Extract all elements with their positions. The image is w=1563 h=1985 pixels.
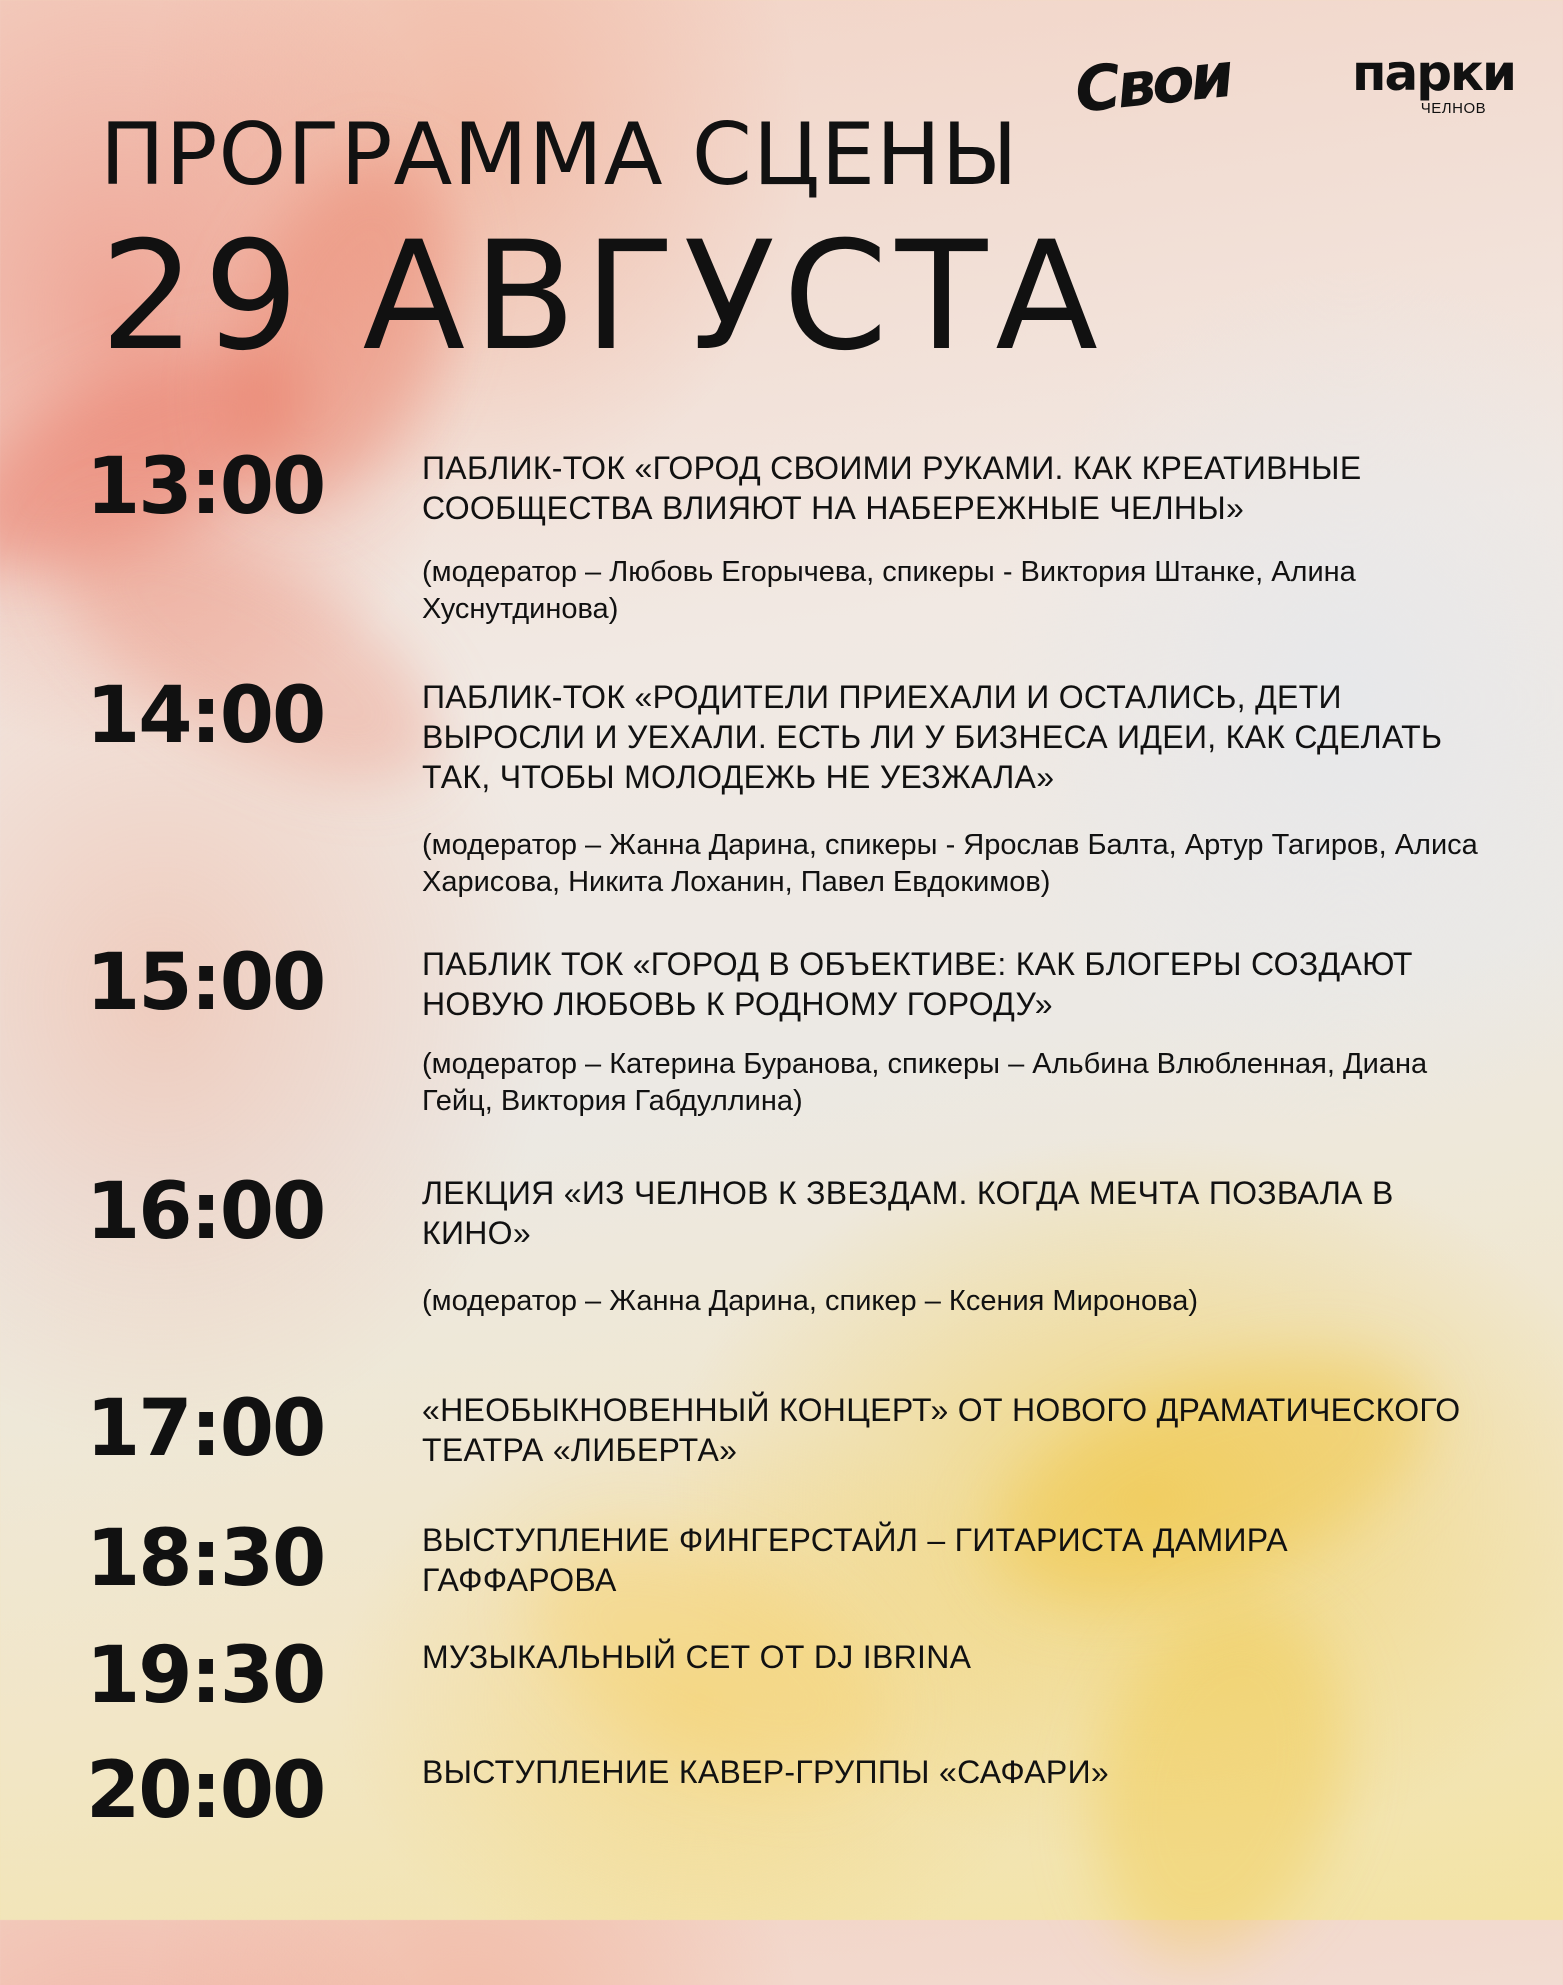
event-title: ПАБЛИК-ТОК «ГОРОД СВОИМИ РУКАМИ. КАК КРЕАТИВНЫЕ СООБЩЕСТВА ВЛИЯЮТ НА НАБЕРЕЖНЫЕ ЧЕЛНЫ» [422, 450, 1362, 526]
page-date: 29 АВГУСТА [100, 210, 1106, 384]
event-title: ПАБЛИК-ТОК «РОДИТЕЛИ ПРИЕХАЛИ И ОСТАЛИСЬ, ДЕТИ ВЫРОСЛИ И УЕХАЛИ. ЕСТЬ ЛИ У БИЗНЕСА ИДЕИ, КАК СДЕЛАТЬ ТАК, ЧТОБЫ МОЛОДЕЖЬ НЕ УЕЗЖАЛА» [422, 679, 1443, 795]
event-description [422, 1390, 1482, 1470]
event-time: 16:00 [86, 1167, 325, 1257]
event-title: ЛЕКЦИЯ «ИЗ ЧЕЛНОВ К ЗВЕЗДАМ. КОГДА МЕЧТА ПОЗВАЛА В КИНО» [422, 1175, 1394, 1251]
event-title: ПАБЛИК ТОК «ГОРОД В ОБЪЕКТИВЕ: КАК БЛОГЕРЫ СОЗДАЮТ НОВУЮ ЛЮБОВЬ К РОДНОМУ ГОРОДУ» [422, 946, 1413, 1022]
event-title: «НЕОБЫКНОВЕННЫЙ КОНЦЕРТ» ОТ НОВОГО ДРАМАТИЧЕСКОГО ТЕАТРА «ЛИБЕРТА» [422, 1392, 1461, 1468]
event-time: 18:30 [86, 1514, 325, 1604]
event-participants: (модератор – Жанна Дарина, спикер – Ксения Миронова) [422, 1285, 1199, 1317]
parki-logo-text: парки [1351, 44, 1515, 102]
page-title: ПРОГРАММА СЦЕНЫ [100, 105, 1019, 205]
event-title: МУЗЫКАЛЬНЫЙ СЕТ ОТ DJ IBRINA [422, 1639, 972, 1675]
event-description [422, 448, 1482, 628]
event-title: ВЫСТУПЛЕНИЕ ФИНГЕРСТАЙЛ – ГИТАРИСТА ДАМИРА ГАФФАРОВА [422, 1522, 1288, 1598]
event-description [422, 1520, 1482, 1600]
svoi-logo: Свои [1071, 38, 1234, 127]
event-time: 13:00 [86, 442, 325, 532]
event-time: 19:30 [86, 1631, 325, 1721]
background-petal [960, 1307, 1461, 1652]
event-time: 15:00 [86, 938, 325, 1028]
event-time: 14:00 [86, 671, 325, 761]
event-description [422, 1752, 1482, 1792]
parki-chelnov-logo [1351, 44, 1515, 117]
event-description [422, 944, 1482, 1120]
event-time: 17:00 [86, 1384, 325, 1474]
event-title: ВЫСТУПЛЕНИЕ КАВЕР-ГРУППЫ «САФАРИ» [422, 1754, 1109, 1790]
event-description [422, 1173, 1482, 1320]
event-participants: (модератор – Любовь Егорычева, спикеры - Виктория Штанке, Алина Хуснутдинова) [422, 556, 1356, 625]
event-participants: (модератор – Жанна Дарина, спикеры - Ярослав Балта, Артур Тагиров, Алиса Харисова, Никита Лоханин, Павел Евдокимов) [422, 829, 1478, 898]
logos [1071, 38, 1515, 130]
event-description [422, 1637, 1482, 1677]
event-time: 20:00 [86, 1746, 325, 1836]
parki-logo-subtext: ЧЕЛНОВ [1420, 100, 1487, 117]
event-participants: (модератор – Катерина Буранова, спикеры – Альбина Влюбленная, Диана Гейц, Виктория Габдуллина) [422, 1048, 1428, 1117]
event-description [422, 677, 1482, 901]
